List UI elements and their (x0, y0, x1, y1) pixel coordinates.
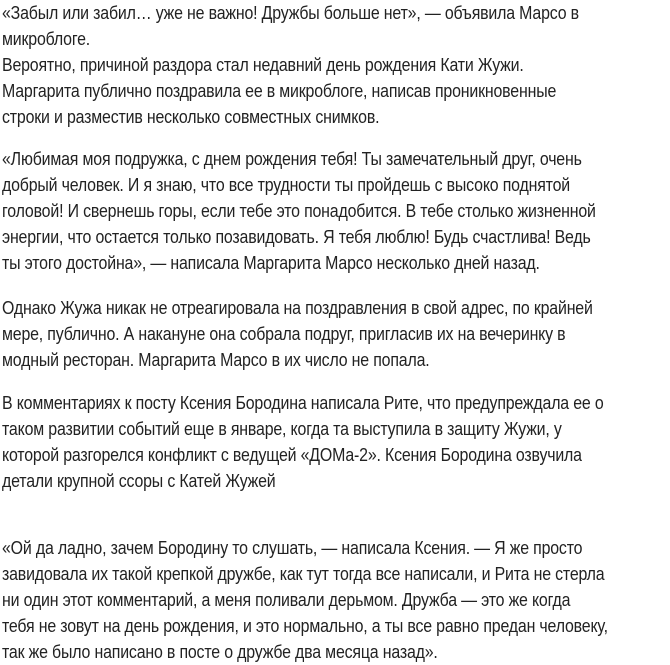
text-line: энергии, что остается только позавидовать. Я тебя люблю! Будь счастлива! Ведь (2, 226, 591, 247)
text-line: которой разгорелся конфликт с ведущей «ДОМа-2». Ксения Бородина озвучила (2, 444, 582, 465)
text-line: таком развитии событий еще в январе, когда та выступила в защиту Жужи, у (2, 418, 562, 439)
text-line: тебя не зовут на день рождения, и это нормально, а ты все равно предан человеку, (2, 615, 608, 636)
text-line: модный ресторан. Маргарита Марсо в их число не попала. (2, 349, 430, 370)
paragraph-borodina-comments (2, 390, 670, 494)
paragraph-reason (2, 52, 670, 130)
text-line: микроблоге. (2, 28, 91, 49)
text-line: детали крупной ссоры с Катей Жужей (2, 470, 276, 491)
paragraph-borodina-quote (2, 535, 670, 665)
text-line: Маргарита публично поздравила ее в микроблоге, написав проникновенные (2, 80, 557, 101)
text-line: так же было написано в посте о дружбе два месяца назад». (2, 641, 438, 662)
text-line: «Забыл или забил… уже не важно! Дружбы больше нет», — объявила Марсо в (2, 2, 579, 23)
text-line: В комментариях к посту Ксения Бородина написала Рите, что предупреждала ее о (2, 392, 604, 413)
text-line: «Любимая моя подружка, с днем рождения тебя! Ты замечательный друг, очень (2, 148, 582, 169)
paragraph-quote-friendship-over (2, 0, 670, 52)
text-line: ни один этот комментарий, а меня поливали дерьмом. Дружба — это же когда (2, 589, 571, 610)
text-line: головой! И свернешь горы, если тебе это понадобится. В тебе столько жизненной (2, 200, 596, 221)
paragraph-no-reaction (2, 295, 670, 373)
text-line: строки и разместив несколько совместных снимков. (2, 106, 380, 127)
text-line: «Ой да ладно, зачем Бородину то слушать, — написала Ксения. — Я же просто (2, 537, 583, 558)
text-line: завидовала их такой крепкой дружбе, как тут тогда все написали, и Рита не стерла (2, 563, 605, 584)
text-line: ты этого достойна», — написала Маргарита Марсо несколько дней назад. (2, 252, 540, 273)
text-line: добрый человек. И я знаю, что все трудности ты пройдешь с высоко поднятой (2, 174, 570, 195)
paragraph-birthday-quote (2, 146, 670, 276)
text-line: Однако Жужа никак не отреагировала на поздравления в свой адрес, по крайней (2, 297, 593, 318)
text-line: Вероятно, причиной раздора стал недавний день рождения Кати Жужи. (2, 54, 524, 75)
text-line: мере, публично. А накануне она собрала подруг, пригласив их на вечеринку в (2, 323, 566, 344)
